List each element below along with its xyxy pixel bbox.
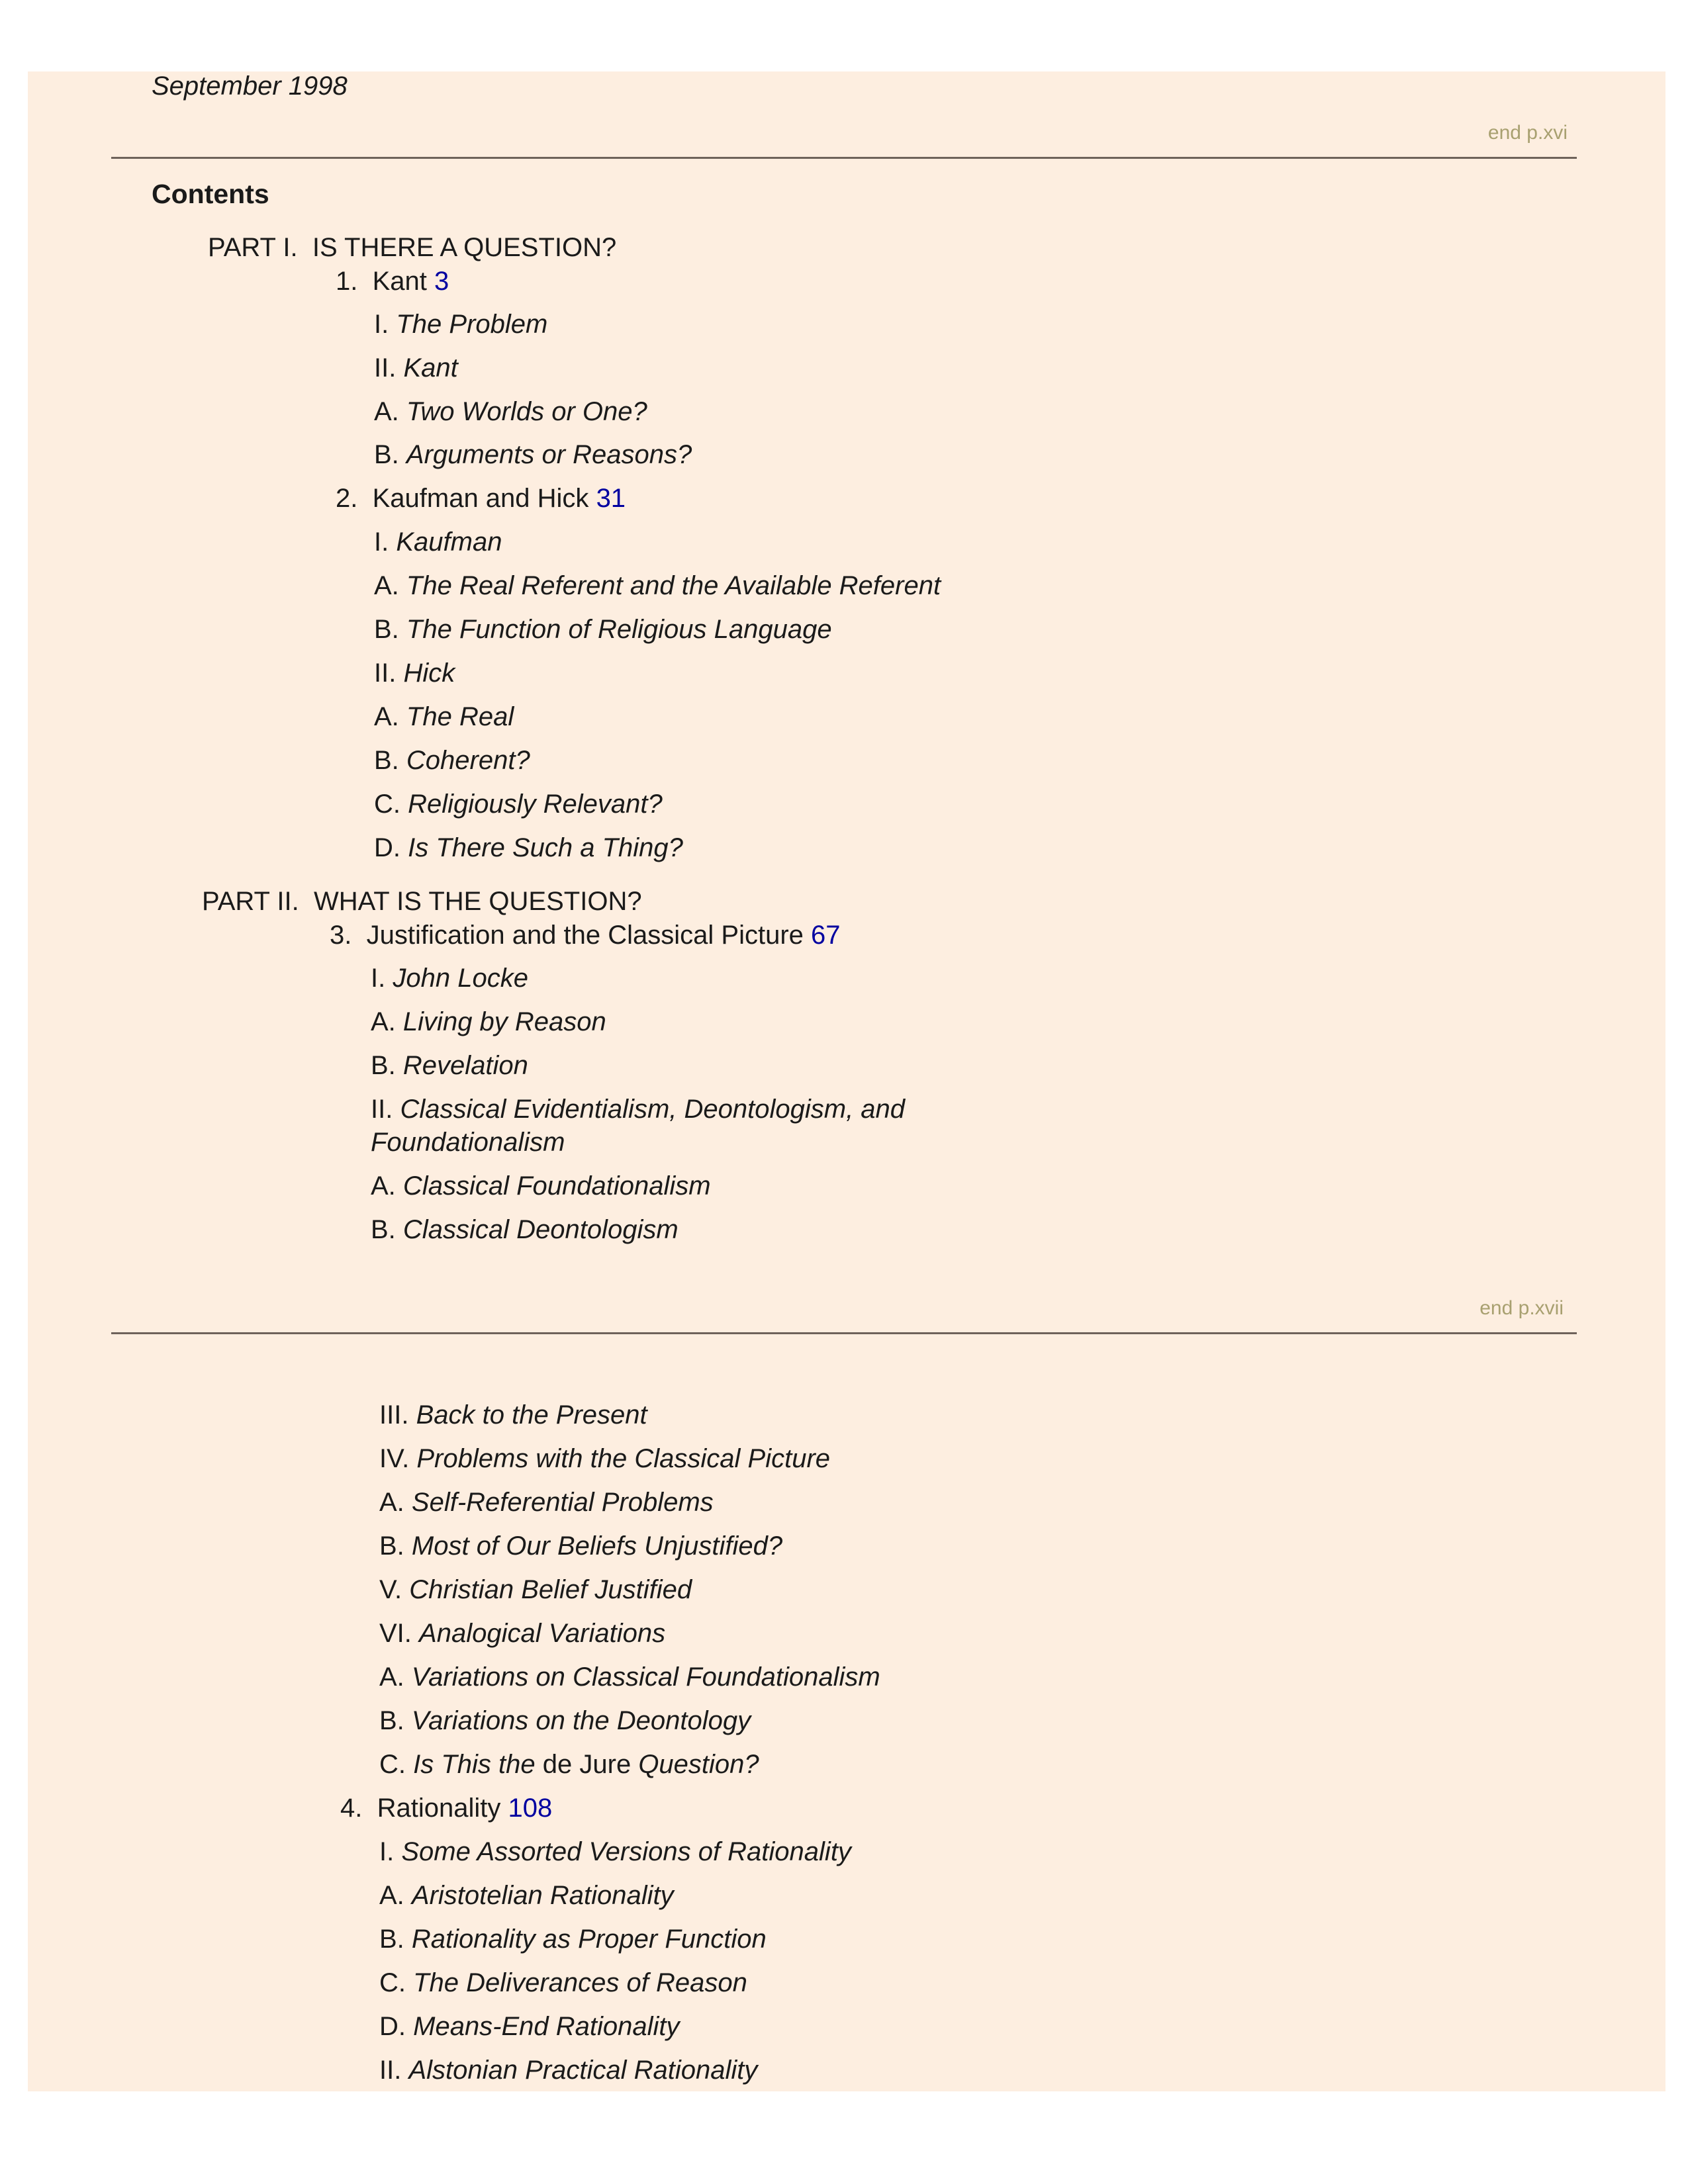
toc-entry: A. The Real [374,702,514,731]
end-page-marker: end p.xvi [1487,122,1568,144]
part-title: WHAT IS THE QUESTION? [313,887,642,916]
contents-heading: Contents [152,179,269,209]
toc-entry: V. Christian Belief Justified [379,1575,692,1604]
chapter-page-link[interactable]: 3 [434,267,449,296]
date-line: September 1998 [152,71,348,101]
toc-entry: D. Means-End Rationality [379,2012,680,2041]
part-title: IS THERE A QUESTION? [312,233,617,262]
toc-entry: B. Classical Deontologism [371,1215,679,1244]
chapter-entry: 4. Rationality 108 [340,1794,553,1823]
page-background [28,71,1665,2091]
toc-entry: B. Variations on the Deontology [379,1706,751,1735]
part-label: PART I. [208,233,298,262]
toc-entry: C. Is This the de Jure Question? [379,1750,759,1779]
chapter-entry: 1. Kant 3 [336,267,449,296]
toc-entry: I. Some Assorted Versions of Rationality [379,1837,851,1866]
toc-entry: A. Living by Reason [371,1007,606,1036]
toc-entry: I. Kaufman [374,527,502,557]
chapter-title: Kaufman and Hick [372,484,589,513]
toc-entry: B. Coherent? [374,746,530,775]
toc-entry: IV. Problems with the Classical Picture [379,1444,831,1473]
chapter-entry: 2. Kaufman and Hick 31 [336,484,626,513]
toc-entry: A. Two Worlds or One? [374,397,647,426]
chapter-entry: 3. Justification and the Classical Picture 67 [330,921,841,950]
part-label: PART II. [202,887,299,916]
toc-entry: B. Revelation [371,1051,528,1080]
toc-entry: II. Hick [374,659,455,688]
toc-entry: B. Arguments or Reasons? [374,440,692,469]
toc-entry: I. The Problem [374,310,548,339]
chapter-page-link[interactable]: 67 [811,921,841,950]
chapter-title: Justification and the Classical Picture [366,921,804,950]
toc-entry: II. Alstonian Practical Rationality [379,2056,758,2085]
toc-entry: A. Variations on Classical Foundationalism [379,1662,880,1692]
end-page-marker: end p.xvii [1479,1297,1564,1319]
page-divider [111,157,1577,159]
toc-entry: VI. Analogical Variations [379,1619,666,1648]
chapter-title: Kant [372,267,427,296]
chapter-page-link[interactable]: 31 [596,484,626,513]
toc-entry: A. The Real Referent and the Available Referent [374,571,941,600]
toc-entry: A. Self-Referential Problems [379,1488,714,1517]
toc-entry: B. The Function of Religious Language [374,615,832,644]
toc-entry: II. Kant [374,353,458,383]
part-heading [208,233,616,263]
toc-entry: II. Classical Evidentialism, Deontologism, and [371,1095,906,1124]
toc-entry-continuation: Foundationalism [371,1128,565,1157]
page-divider [111,1332,1577,1334]
chapter-page-link[interactable]: 108 [508,1794,553,1823]
toc-entry: III. Back to the Present [379,1400,647,1430]
part-heading [202,887,642,917]
chapter-title: Rationality [377,1794,501,1823]
toc-entry: C. Religiously Relevant? [374,790,663,819]
toc-entry: I. John Locke [371,964,528,993]
toc-entry: B. Rationality as Proper Function [379,1925,767,1954]
toc-entry: A. Aristotelian Rationality [379,1881,674,1910]
toc-entry: C. The Deliverances of Reason [379,1968,747,1997]
toc-entry: B. Most of Our Beliefs Unjustified? [379,1531,783,1561]
toc-entry: A. Classical Foundationalism [371,1171,711,1201]
toc-entry: D. Is There Such a Thing? [374,833,683,862]
